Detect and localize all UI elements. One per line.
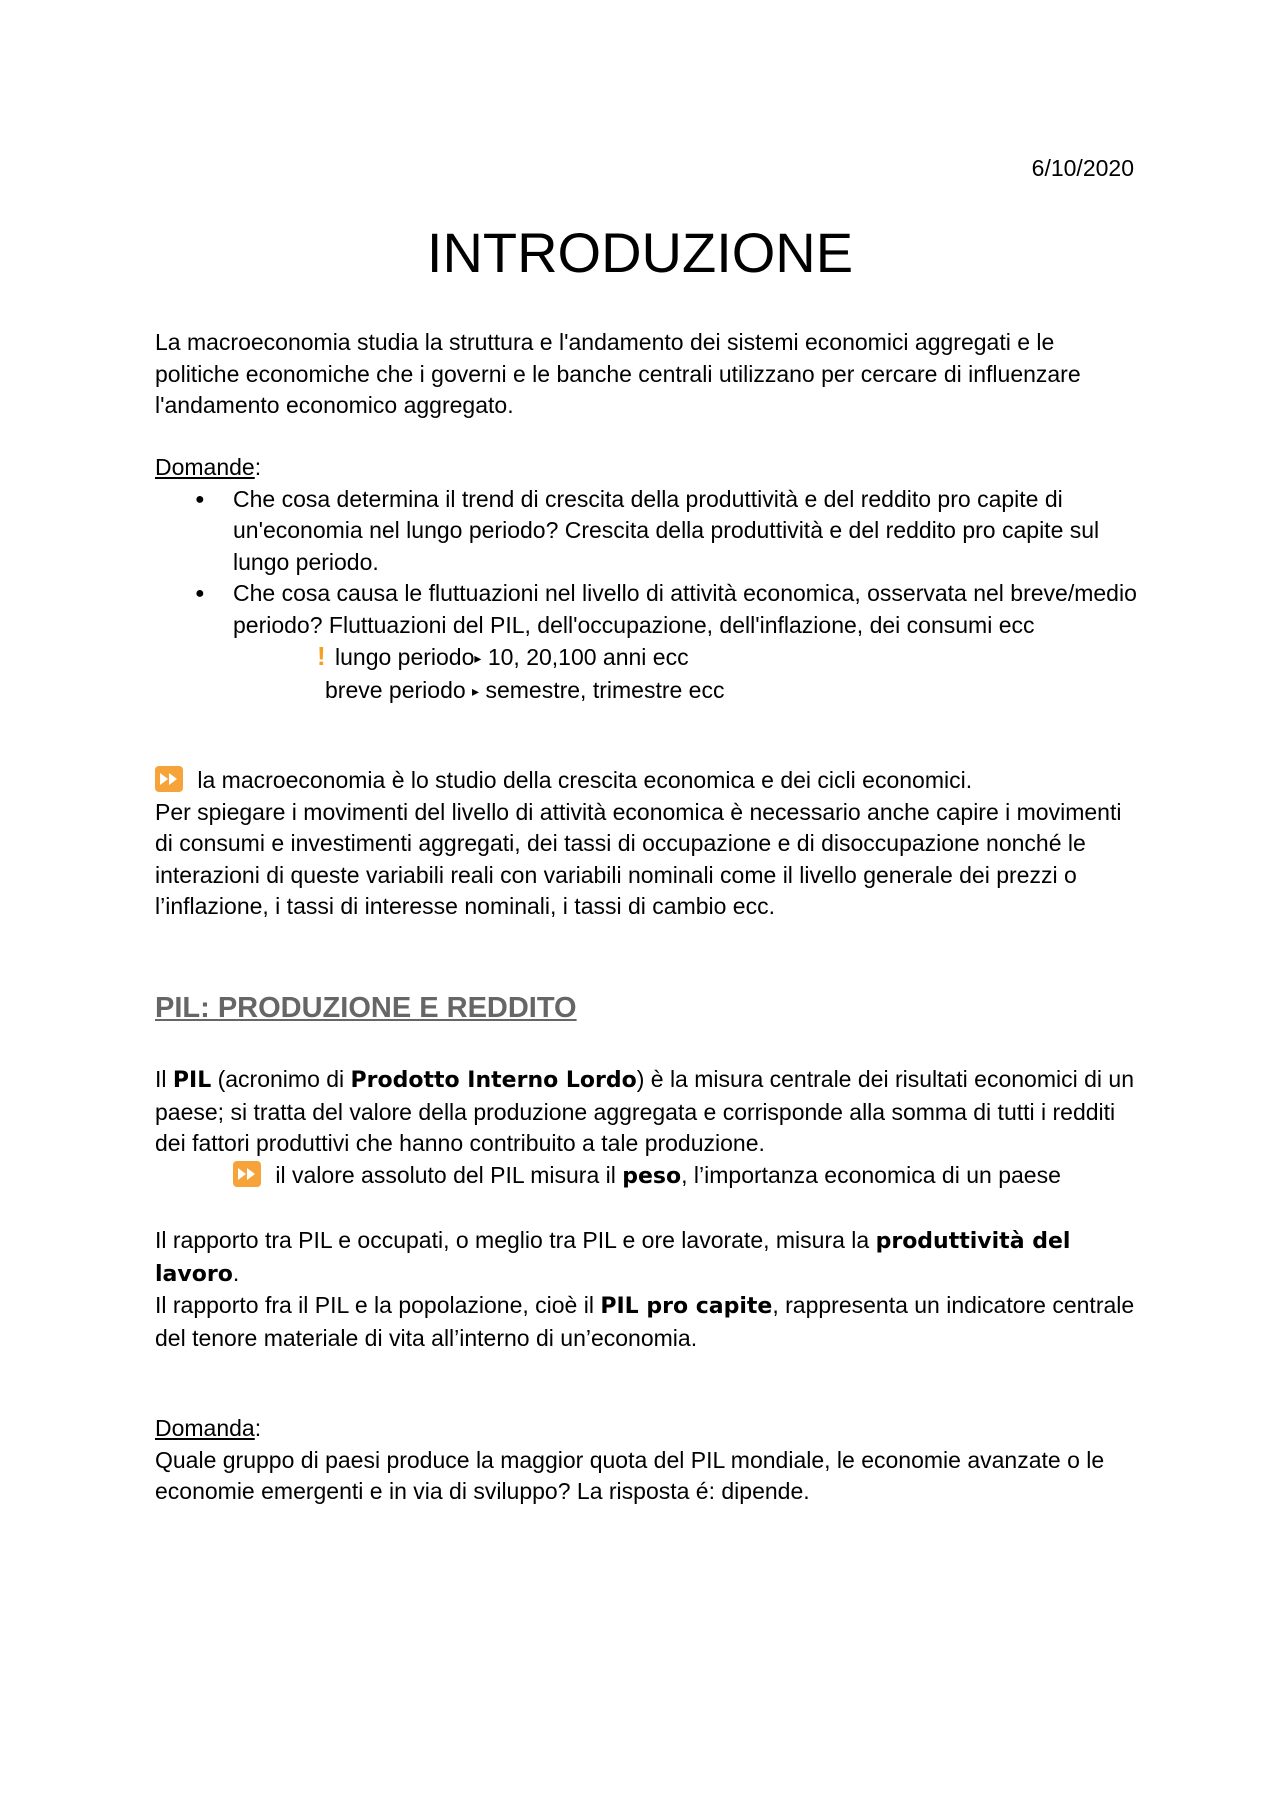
per-capita-text-1: Il rapporto fra il PIL e la popolazione, cioè il xyxy=(155,1292,601,1318)
fast-forward-icon xyxy=(155,766,183,792)
page-title: INTRODUZIONE xyxy=(426,221,854,284)
productivity-text-1: Il rapporto tra PIL e occupati, o meglio tra PIL e ore lavorate, misura la xyxy=(155,1227,876,1253)
note-short-period xyxy=(155,675,1140,708)
bullet-icon: ● xyxy=(195,585,205,602)
questions-block xyxy=(155,452,1140,707)
macro-summary-text: la macroeconomia è lo studio della crescita economica e dei cicli economici. xyxy=(191,767,973,793)
macro-block xyxy=(155,765,1140,923)
fast-forward-icon xyxy=(233,1161,261,1187)
triangle-right-icon: ▸ xyxy=(474,650,482,666)
pil-def-bold-1: PIL xyxy=(172,1068,212,1093)
productivity-bold: produttività del lavoro xyxy=(155,1229,1071,1287)
pil-definition-block xyxy=(155,1064,1140,1192)
questions-list xyxy=(155,484,1140,642)
triangle-right-icon: ▸ xyxy=(472,682,480,699)
section-title: PIL: PRODUZIONE E REDDITO xyxy=(155,992,577,1024)
pil-weight xyxy=(155,1160,1140,1193)
productivity-text-2: . xyxy=(232,1259,240,1286)
question-text: Che cosa determina il trend di crescita della produttività e del reddito pro capite di un'economia nel lungo periodo? Crescita della produttività e del reddito pro capite sul lungo periodo. xyxy=(233,485,1100,575)
document-date: 6/10/2020 xyxy=(1031,155,1134,181)
list-item xyxy=(155,578,1140,641)
final-question-text: Quale gruppo di paesi produce la maggior quota del PIL mondiale, le economie avanzate o le economie emergenti e in via di sviluppo? La risposta é: dipende. xyxy=(155,1446,1105,1504)
intro-block xyxy=(155,327,1140,422)
macro-summary xyxy=(155,765,1140,797)
pil-section xyxy=(155,990,1140,1026)
pil-weight-text-1: il valore assoluto del PIL misura il xyxy=(269,1161,623,1188)
bullet-icon: ● xyxy=(195,490,205,508)
per-capita-text-2: , rappresenta un indicatore centrale del tenore materiale di vita all’interno di un’economia. xyxy=(155,1292,1135,1351)
questions-heading xyxy=(155,452,1140,484)
note-short-value: semestre, trimestre ecc xyxy=(479,676,725,703)
macro-paragraph: Per spiegare i movimenti del livello di attività economica è necessario anche capire i movimenti di consumi e investimenti aggregati, dei tassi di occupazione e di disoccupazione nonché le interazioni di queste variabili reali con variabili nominali come il livello generale dei prezzi o l’inflazione, i tassi di interesse nominali, i tassi di cambio ecc. xyxy=(155,798,1122,919)
question-colon: : xyxy=(254,1415,262,1441)
per-capita-bold: PIL pro capite xyxy=(600,1294,773,1319)
pil-def-bold-2: Prodotto Interno Lordo xyxy=(350,1068,637,1093)
exclamation-icon: ! xyxy=(317,641,326,671)
final-question-heading xyxy=(155,1413,1140,1445)
note-long-value: 10, 20,100 anni ecc xyxy=(481,644,689,670)
note-long-period xyxy=(155,641,1140,675)
question-label: Domanda xyxy=(155,1415,255,1441)
pil-weight-bold: peso xyxy=(622,1163,682,1189)
list-item xyxy=(155,484,1140,579)
questions-label: Domande xyxy=(155,454,255,480)
pil-def-text-1: Il xyxy=(155,1066,173,1092)
question-text: Che cosa causa le fluttuazioni nel livello di attività economica, osservata nel breve/medio periodo? Fluttuazioni del PIL, dell'occupazione, dell'inflazione, dei consumi ecc xyxy=(233,580,1137,638)
note-short-label: breve periodo xyxy=(325,676,473,703)
pil-definition xyxy=(155,1064,1140,1160)
pil-def-text-2: (acronimo di xyxy=(211,1066,351,1092)
ratios-block xyxy=(155,1225,1140,1354)
final-question-block xyxy=(155,1413,1140,1508)
questions-colon: : xyxy=(254,454,262,480)
intro-paragraph: La macroeconomia studia la struttura e l'andamento dei sistemi economici aggregati e le politiche economiche che i governi e le banche centrali utilizzano per cercare di influenzare l'andamento economico aggregato. xyxy=(155,329,1081,418)
pil-def-text-3: ) è la misura centrale dei risultati economici di un paese; si tratta del valore della produzione aggregata e corrisponde alla somma di tutti i redditi dei fattori produttivi che hanno contribuito a tale produzione. xyxy=(155,1066,1134,1156)
note-long-label: lungo periodo xyxy=(335,644,475,670)
pil-weight-text-2: , l’importanza economica di un paese xyxy=(681,1161,1061,1188)
productivity-paragraph xyxy=(155,1225,1140,1290)
per-capita-paragraph xyxy=(155,1290,1140,1354)
